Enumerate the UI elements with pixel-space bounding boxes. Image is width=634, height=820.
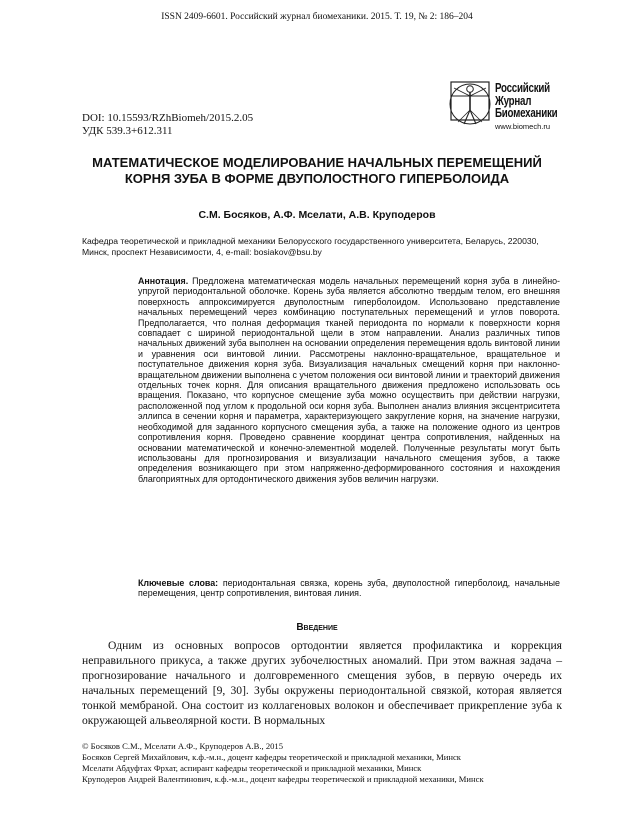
article-meta <box>82 112 253 138</box>
logo-url: www.biomech.ru <box>495 122 551 131</box>
author-note-3: Круподеров Андрей Валентинович, к.ф.-м.н., доцент кафедры теоретической и прикладной механики, Минск <box>82 774 484 784</box>
affiliation: Кафедра теоретической и прикладной механики Белорусского государственного университета, Беларусь, 220030, Минск, проспект Независимости, 4, e-mail: bosiakov@bsu.by <box>82 236 539 257</box>
doi-line: DOI: 10.15593/RZhBiomeh/2015.2.05 <box>82 112 254 124</box>
journal-header: ISSN 2409-6601. Российский журнал биомеханики. 2015. Т. 19, № 2: 186–204 <box>161 12 473 22</box>
intro-paragraph: Одним из основных вопросов ортодонтии является профилактика и коррекция неправильного прикуса, а также других зубочелюстных аномалий. При этом важная задача – прогнозирование начального и долговременного смещения зубов, в первую очередь их начальных перемещений [9, 30]. Зубы окружены периодонтальной связкой, которая является тонкой мембраной. Она состоит из коллагеновых волокон и обеспечивает прикрепление зуба к окружающей альвеолярной кости. В нормальных <box>82 639 562 727</box>
abstract-text: Предложена математическая модель начальных перемещений корня зуба в линейно-упругой периодонтальной оболочке. Корень зуба является абсолютно твердым телом, его внешняя поверхность аппроксимируется двуполостным гиперболоидом. Использовано представление начальных перемещений через комбинацию поступательных перемещений и углов поворота. Предполагается, что полная деформация тканей периодонта по нормали к поверхности корня совпадает с шириной периодонтальной щели в этом направлении. Анализ различных типов начальных движений зуба выполнен на основании определения перемещения вдоль винтовой линии и уравнения оси винтовой линии. Рассмотрены наклонно-вращательное, вращательное и поступательное движения корня зуба. Визуализация начальных смещений корня при наклонно-вращательном движении выполнена с учетом положения оси винтовой линии и траекторий движения отдельных точек корня. Для описания вращательного движения предложено использовать ось вращения. Показано, что корпусное смещение зуба можно осуществить при действии нагрузки, расположенной под углом к продольной оси корня зуба. Выполнен анализ влияния эксцентриситета эллипса в сечении корня и параметра, характеризующего закругление корня, на значение нагрузки, необходимой для заданного корпусного смещения зуба, а также на положение одного из центров сопротивления корня. Проведено сравнение координат центра сопротивления, найденных на основании математической и конечно-элементной моделей. Полученные результаты могут быть использованы для прогнозирования и визуализации начального смещения зубов, а также определения возникающего при этом напряженно-деформированного состояния и нахождения благоприятных для ортодонтического движения зубов величин нагрузки. <box>138 276 560 484</box>
udk-line: УДК 539.3+612.311 <box>82 125 173 137</box>
vitruvian-man-icon <box>448 80 492 136</box>
keywords <box>138 578 560 599</box>
abstract <box>138 276 560 484</box>
section-heading: Введение <box>296 622 338 633</box>
authors: С.М. Босяков, А.Ф. Мселати, А.В. Круподеров <box>198 209 436 221</box>
article-title: МАТЕМАТИЧЕСКОЕ МОДЕЛИРОВАНИЕ НАЧАЛЬНЫХ ПЕРЕМЕЩЕНИЙ КОРНЯ ЗУБА В ФОРМЕ ДВУПОЛОСТНОГО ГИПЕРБОЛОИДА <box>92 155 542 186</box>
copyright: © Босяков С.М., Мселати А.Ф., Круподеров А.В., 2015 <box>82 741 284 751</box>
logo-title: Российский Журнал Биомеханики <box>495 81 558 120</box>
footnote <box>82 741 562 785</box>
author-note-2: Мселати Абдуфтах Фрхат, аспирант кафедры теоретической и прикладной механики, Минск <box>82 763 422 773</box>
author-note-1: Босяков Сергей Михайлович, к.ф.-м.н., доцент кафедры теоретической и прикладной механики, Минск <box>82 752 461 762</box>
keywords-label: Ключевые слова: <box>138 578 219 588</box>
journal-logo <box>448 80 558 136</box>
abstract-label: Аннотация. <box>138 276 189 286</box>
keywords-text: периодонтальная связка, корень зуба, двуполостной гиперболоид, начальные перемещения, центр сопротивления, винтовая линия. <box>138 578 560 599</box>
